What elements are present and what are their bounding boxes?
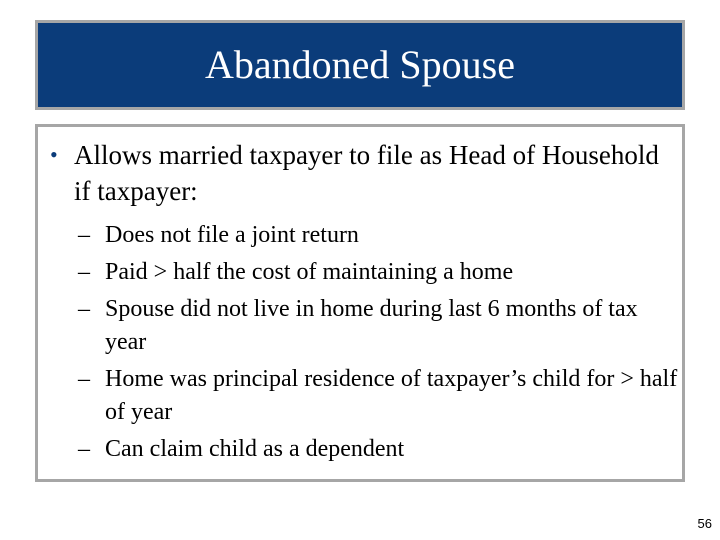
sub-bullet-item [78, 293, 678, 359]
sub-bullet-item [78, 219, 678, 252]
main-bullet [50, 137, 670, 209]
sub-bullet-text: Home was principal residence of taxpayer’s child for > half of year [105, 366, 678, 425]
dash-marker: – [78, 259, 90, 285]
sub-bullet-text: Does not file a joint return [105, 222, 359, 248]
page-number: 56 [697, 516, 712, 531]
title-banner [35, 20, 685, 110]
main-bullet-text: Allows married taxpayer to file as Head of Household if taxpayer: [74, 140, 659, 206]
slide-title: Abandoned Spouse [205, 42, 515, 87]
sub-bullet-item [78, 433, 678, 466]
sub-bullet-text: Paid > half the cost of maintaining a home [105, 259, 514, 285]
sub-bullet-item [78, 363, 678, 429]
sub-bullet-text: Can claim child as a dependent [105, 436, 405, 462]
sub-bullet-list [78, 219, 678, 470]
content-panel [35, 124, 685, 482]
dash-marker: – [78, 366, 90, 392]
bullet-marker: • [50, 142, 58, 167]
sub-bullet-text: Spouse did not live in home during last 6 months of tax year [105, 296, 638, 355]
dash-marker: – [78, 436, 90, 462]
dash-marker: – [78, 296, 90, 322]
sub-bullet-item [78, 256, 678, 289]
dash-marker: – [78, 222, 90, 248]
